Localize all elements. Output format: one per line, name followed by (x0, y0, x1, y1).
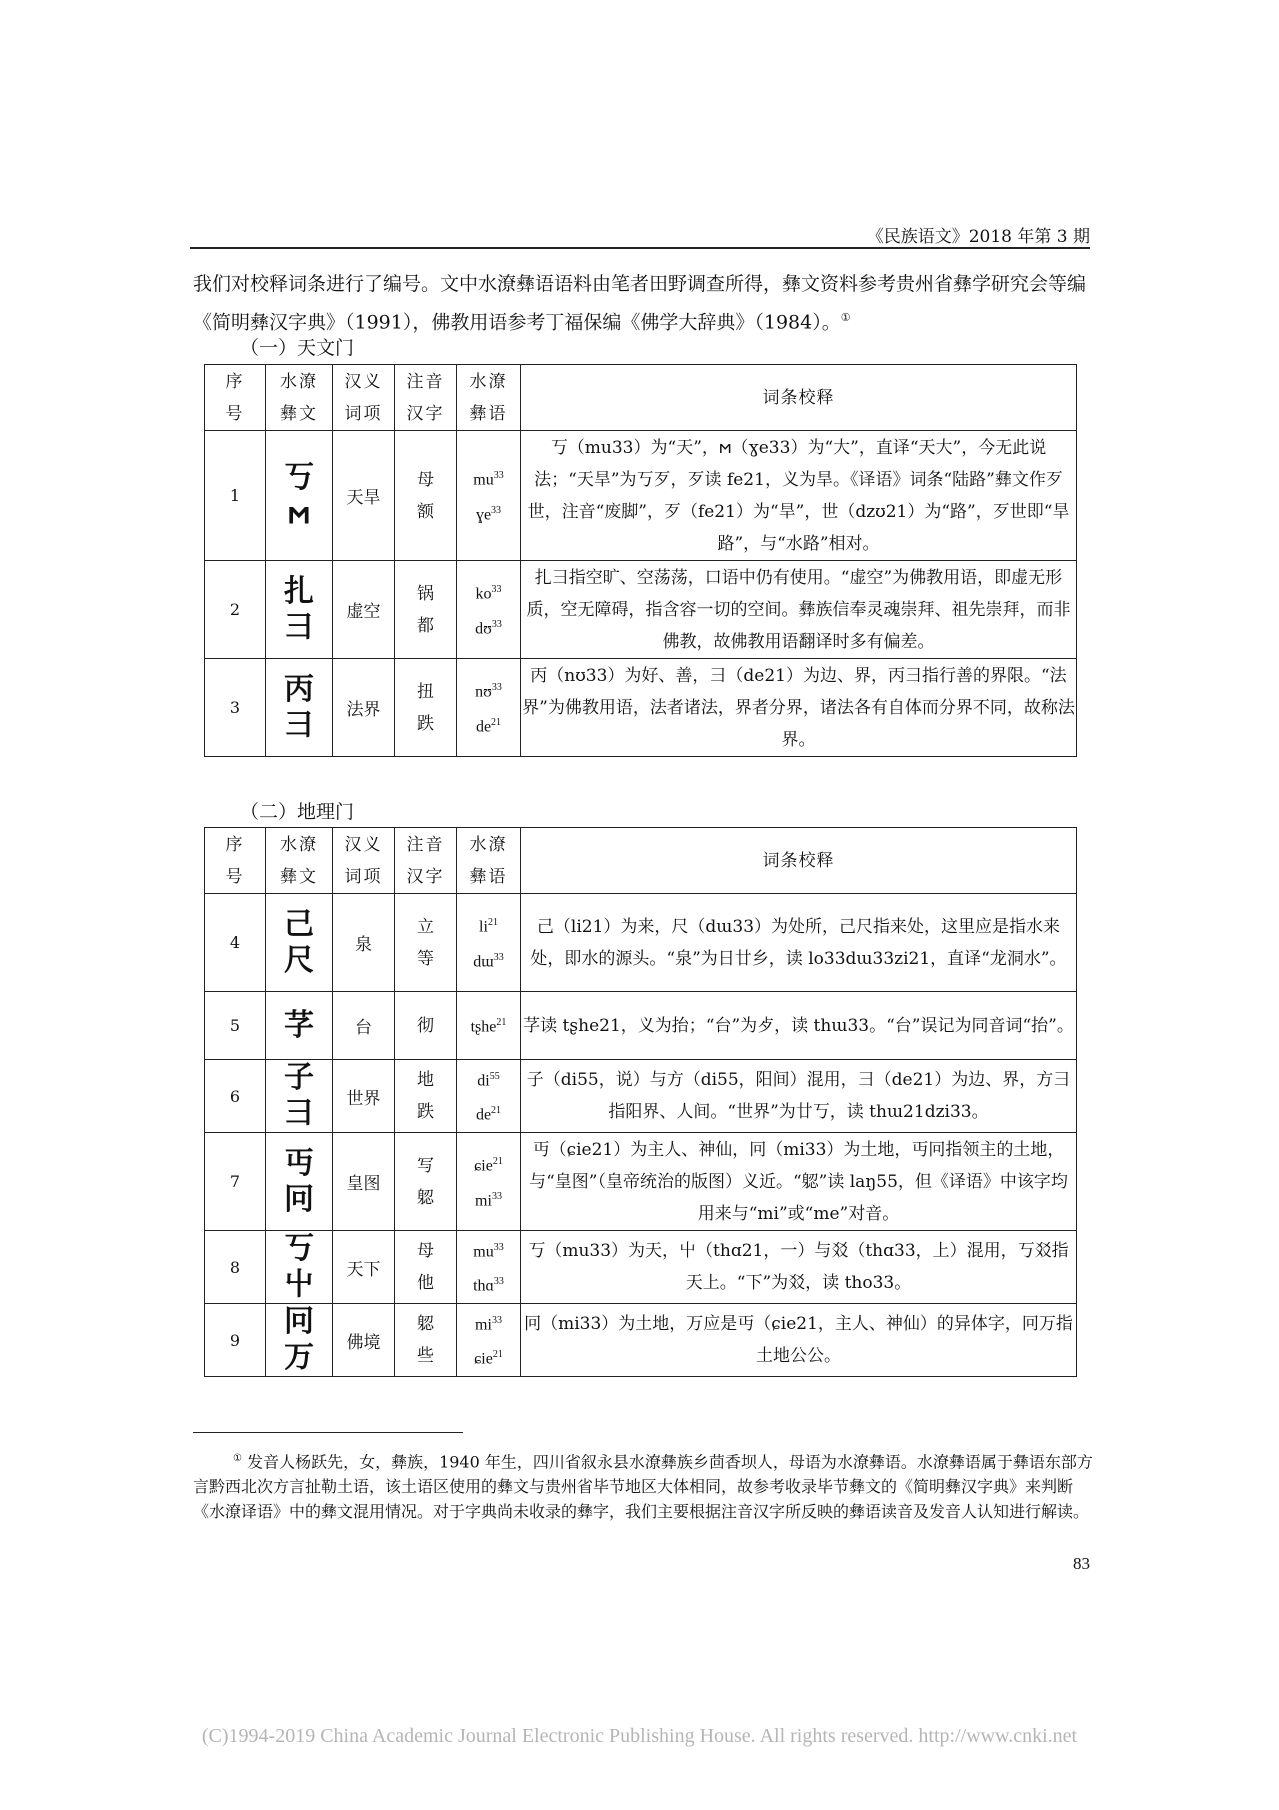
phonetic-chinese: 彻 (395, 992, 457, 1060)
journal-header: 《民族语文》2018 年第 3 期 (866, 227, 1090, 247)
yi-script-cell: 丂 𐌼 (266, 431, 333, 561)
yi-script-cell: 丏 冋 (266, 1133, 333, 1231)
table-row (205, 1231, 1077, 1304)
table-row (205, 659, 1077, 757)
tone: 21 (491, 1105, 502, 1116)
header-cell: 序 号 (205, 365, 266, 431)
phonetic-chinese: 地 跌 (395, 1060, 457, 1133)
syllable: dɯ (473, 952, 494, 970)
chinese-gloss: 虚空 (333, 561, 395, 659)
syllable: ɕie (474, 1157, 493, 1175)
phonetic-chinese: 躵 些 (395, 1304, 457, 1377)
syllable: mu (473, 471, 494, 489)
syllable: dʊ (475, 619, 492, 637)
vocab-table-astronomy (204, 364, 1077, 757)
yi-script-cell: 丙 彐 (266, 659, 333, 757)
entry-explanation: 冋（mi33）为土地，万应是丏（ɕie21，主人、神仙）的异体字，冋万指土地公公。 (521, 1304, 1077, 1377)
entry-explanation: 丂（mu33）为“天”，𐌼（ɣe33）为“大”，直译“天大”，今无此说法；“天旱”为丂歹，歹读 fe21，义为旱。《译语》词条“陆路”彝文作歹世，注音“废脚”，歹（fe21）为“旱”，世（dzʊ21）为“路”，歹世即“旱路”，与“水路”相对。 (521, 431, 1077, 561)
chinese-gloss: 天下 (333, 1231, 395, 1304)
phonetic-chinese: 写 躵 (395, 1133, 457, 1231)
chinese-gloss: 天旱 (333, 431, 395, 561)
entry-number: 6 (205, 1060, 266, 1133)
table-header-row (205, 365, 1077, 431)
yi-script-cell: 扎 彐 (266, 561, 333, 659)
header-cell: 水潦 彝文 (266, 365, 333, 431)
phonetic-chinese: 母 额 (395, 431, 457, 561)
table-row (205, 992, 1077, 1060)
syllable: mu (473, 1243, 494, 1260)
entry-explanation: 丂（mu33）为天，屮（thɑ21，一）与㸚（thɑ33，上）混用，丂㸚指天上。“下”为㸚，读 tho33。 (521, 1231, 1077, 1304)
tone: 33 (493, 1276, 504, 1287)
yi-pronunciation (457, 431, 521, 561)
phonetic-chinese: 锅 都 (395, 561, 457, 659)
chinese-gloss: 世界 (333, 1060, 395, 1133)
intro-paragraph (193, 268, 1093, 339)
yi-pronunciation (457, 1133, 521, 1231)
tone: 33 (491, 504, 502, 516)
yi-script-cell: 芓 (266, 992, 333, 1060)
tone: 33 (491, 584, 502, 596)
chinese-gloss: 台 (333, 992, 395, 1060)
phonetic-chinese: 母 他 (395, 1231, 457, 1304)
tone: 33 (491, 618, 502, 630)
footnote (193, 1446, 1093, 1524)
syllable: ɣe (475, 505, 492, 523)
tone: 33 (493, 1241, 504, 1253)
chinese-gloss: 法界 (333, 659, 395, 757)
entry-number: 7 (205, 1133, 266, 1231)
phonetic-chinese: 立 等 (395, 894, 457, 992)
syllable: li (479, 918, 488, 936)
tone: 21 (492, 1156, 503, 1168)
syllable: ko (475, 585, 492, 603)
footnote-rule (193, 1432, 463, 1433)
header-cell: 词条校释 (521, 365, 1077, 431)
syllable: nʊ (475, 683, 492, 701)
footnote-text: 发音人杨跃先，女，彝族，1940 年生，四川省叙永县水潦彝族乡茴香坝人，母语为水潦彝语。水潦彝语属于彝语东部方言黔西北次方言扯勒土语，该土语区使用的彝文与贵州省毕节地区大体相同，故参考收录毕节彝文的《简明彝汉字典》来判断《水潦译语》中的彝文混用情况。对于字典尚未收录的彝字，我们主要根据注音汉字所反映的彝语读音及发音人认知进行解读。 (193, 1452, 1093, 1522)
syllable: tʂhe (470, 1018, 497, 1036)
entry-explanation: 己（li21）为来，尺（dɯ33）为处所，己尺指来处，这里应是指水来处，即水的源头。“泉”为日廿乡，读 lo33dɯ33zi21，直译“龙洞水”。 (521, 894, 1077, 992)
syllable: di (477, 1072, 490, 1089)
header-cell: 水潦 彝语 (457, 365, 521, 431)
yi-script-cell: 冋 万 (266, 1304, 333, 1377)
entry-number: 2 (205, 561, 266, 659)
section-title: （二）地理门 (240, 801, 355, 823)
syllable: ɕie (474, 1350, 493, 1368)
entry-number: 3 (205, 659, 266, 757)
tone: 55 (489, 1070, 500, 1082)
entry-number: 8 (205, 1231, 266, 1304)
yi-pronunciation (457, 1231, 521, 1304)
tone: 33 (491, 682, 502, 694)
yi-script-cell: 丂 屮 (266, 1231, 333, 1304)
chinese-gloss: 泉 (333, 894, 395, 992)
table-row (205, 561, 1077, 659)
header-cell: 汉义 词项 (333, 365, 395, 431)
tone: 33 (493, 951, 504, 963)
entry-explanation: 子（di55，说）与方（di55，阳间）混用，彐（de21）为边、界，方彐指阳界、人间。“世界”为廿丂，读 thɯ21dzi33。 (521, 1060, 1077, 1133)
page-number: 83 (1073, 1554, 1090, 1573)
header-cell: 注音 汉字 (395, 828, 457, 894)
chinese-gloss: 佛境 (333, 1304, 395, 1377)
header-cell: 注音 汉字 (395, 365, 457, 431)
header-cell: 水潦 彝文 (266, 828, 333, 894)
header-cell: 水潦 彝语 (457, 828, 521, 894)
yi-pronunciation (457, 561, 521, 659)
vocab-table-geography (204, 827, 1077, 1377)
table-row (205, 1133, 1077, 1231)
tone: 33 (491, 1314, 502, 1326)
yi-pronunciation (457, 1304, 521, 1377)
entry-number: 9 (205, 1304, 266, 1377)
syllable: de (475, 717, 492, 735)
intro-text: 我们对校释词条进行了编号。文中水潦彝语语料由笔者田野调查所得，彝文资料参考贵州省彝学研究会等编《简明彝汉字典》（1991），佛教用语参考丁福保编《佛学大辞典》（1984）。 (193, 273, 1087, 334)
footnote-mark: ① (233, 1453, 242, 1464)
entry-explanation: 扎彐指空旷、空荡荡，口语中仍有使用。“虚空”为佛教用语，即虚无形质，空无障碍，指含容一切的空间。彝族信奉灵魂崇拜、祖先崇拜，而非佛教，故佛教用语翻译时多有偏差。 (521, 561, 1077, 659)
yi-script-cell: 子 彐 (266, 1060, 333, 1133)
table-row (205, 894, 1077, 992)
syllable: thɑ (473, 1277, 494, 1295)
tone: 33 (493, 470, 504, 482)
tone: 21 (491, 716, 502, 728)
header-cell: 词条校释 (521, 828, 1077, 894)
header-rule (190, 247, 1090, 249)
footnote-ref: ① (840, 311, 851, 324)
header-cell: 序 号 (205, 828, 266, 894)
tone: 21 (487, 917, 498, 929)
yi-pronunciation (457, 1060, 521, 1133)
tone: 21 (492, 1349, 503, 1360)
syllable: de (475, 1106, 492, 1124)
header-cell: 汉义 词项 (333, 828, 395, 894)
entry-explanation: 丏（ɕie21）为主人、神仙，冋（mi33）为土地，丏冋指领主的土地，与“皇图”（皇帝统治的版图）义近。“躵”读 laŋ55，但《译语》中该字均用来与“mi”或“me”对音。 (521, 1133, 1077, 1231)
tone: 21 (496, 1017, 507, 1029)
entry-number: 1 (205, 431, 266, 561)
tone: 33 (491, 1190, 502, 1202)
yi-pronunciation (457, 992, 521, 1060)
table-row (205, 1060, 1077, 1133)
table-header-row (205, 828, 1077, 894)
section-title: （一）天文门 (240, 337, 355, 359)
syllable: mi (475, 1191, 492, 1209)
entry-number: 5 (205, 992, 266, 1060)
table-row (205, 431, 1077, 561)
yi-pronunciation (457, 894, 521, 992)
syllable: mi (475, 1316, 492, 1333)
entry-number: 4 (205, 894, 266, 992)
copyright-notice: (C)1994-2019 China Academic Journal Electronic Publishing House. All rights reserved. http://www.cnki.net (201, 1725, 1078, 1747)
phonetic-chinese: 扭 跌 (395, 659, 457, 757)
chinese-gloss: 皇图 (333, 1133, 395, 1231)
entry-explanation: 丙（nʊ33）为好、善，彐（de21）为边、界，丙彐指行善的界限。“法界”为佛教用语，法者诸法，界者分界，诸法各有自体而分界不同，故称法界。 (521, 659, 1077, 757)
yi-script-cell: 己 尺 (266, 894, 333, 992)
table-row (205, 1304, 1077, 1377)
entry-explanation: 芓读 tʂhe21，义为抬；“台”为歺，读 thɯ33。“台”误记为同音词“抬”。 (521, 992, 1077, 1060)
yi-pronunciation (457, 659, 521, 757)
